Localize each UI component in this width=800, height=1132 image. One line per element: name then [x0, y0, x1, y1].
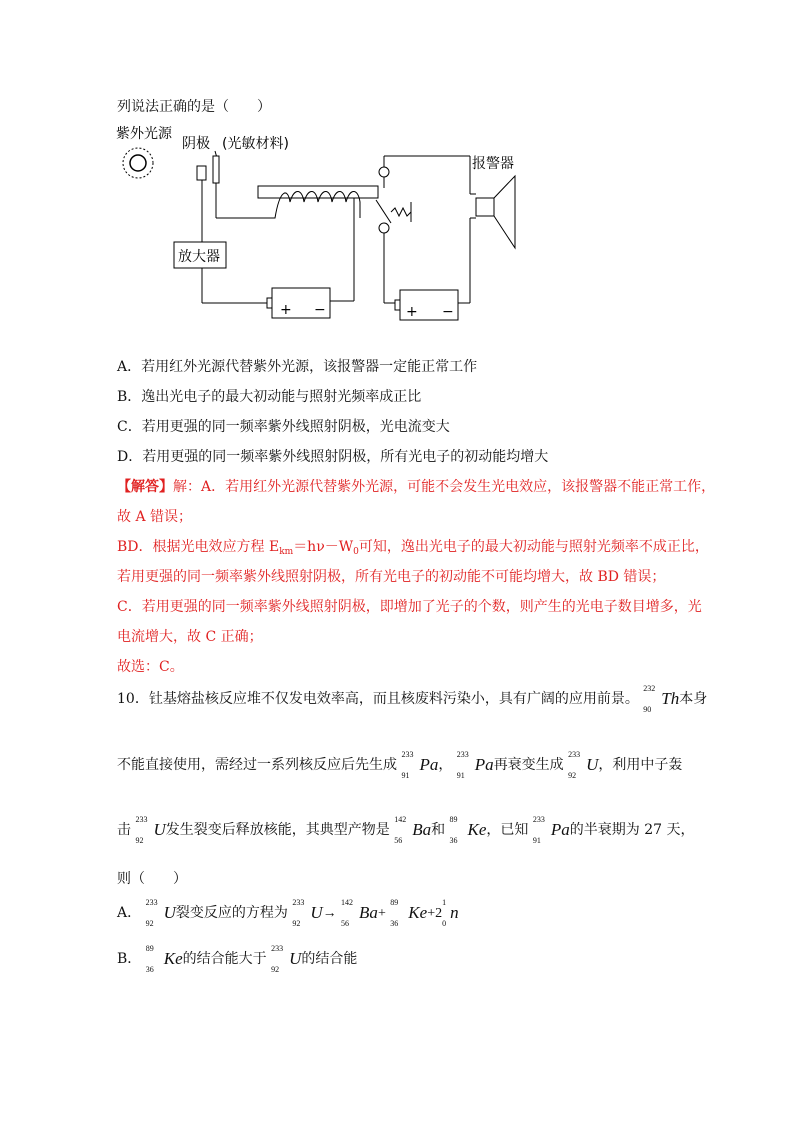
answer-line-4: 若用更强的同一频率紫外线照射阴极，所有光电子的初动能不可能均增大，故 BD 错误； — [117, 569, 666, 585]
svg-text:+: + — [406, 304, 418, 320]
speaker-body — [476, 198, 494, 216]
q9-option-d: D．若用更强的同一频率紫外线照射阴极，所有光电子的初动能均增大 — [117, 449, 549, 465]
anode-plate — [197, 166, 206, 180]
speaker-cone — [494, 176, 515, 248]
answer-line-6: 电流增大，故 C 正确； — [117, 629, 263, 645]
answer-line-3: BD．根据光电效应方程 $E_{km}=h\nu-W_0$可知，逸出光电子的最大初动能与照射光频率不成正比， — [117, 539, 709, 557]
uv-source-label: 紫外光源 — [116, 126, 172, 142]
svg-text:+: + — [280, 302, 292, 318]
relay-armature — [376, 200, 391, 223]
q10-line-3: 击 233 92 U发生裂变后释放核能，其典型产物是 142 56 Ba和 89 36 Ke，已知 233 91 Pa的半衰期为 27 天， — [117, 815, 695, 845]
cathode-label: 阴极 — [182, 136, 210, 152]
relay-contact-top — [379, 167, 389, 177]
alarm-label: 报警器 — [472, 156, 514, 172]
q9-option-b: B．逸出光电子的最大初动能与照射光频率成正比 — [117, 389, 422, 405]
q9-option-a: A．若用红外光源代替紫外光源，该报警器一定能正常工作 — [117, 359, 478, 375]
answer-line-2: 故 A 错误； — [117, 509, 193, 525]
photoelectric-alarm-diagram — [110, 118, 540, 333]
q9-stem-end: 列说法正确的是（ ） — [117, 99, 271, 115]
q10-option-b: B． 89 36 Ke的结合能大于 233 92 U的结合能 — [117, 944, 358, 974]
solenoid-core — [258, 186, 378, 198]
cathode-plate — [213, 156, 219, 183]
nuclide-th: 232 90 Th — [643, 684, 680, 714]
answer-line-7: 故选：C。 — [117, 659, 184, 675]
answer-line-5: C．若用更强的同一频率紫外线照射阴极，即增加了光子的个数，则产生的光电子数目增多，光 — [117, 599, 702, 615]
q10-line-4: 则（ ） — [117, 871, 187, 887]
svg-text:−: − — [442, 304, 454, 320]
uv-source-icon — [123, 148, 153, 178]
q10-line-1: 10．钍基熔盐核反应堆不仅发电效率高，而且核废料污染小，具有广阔的应用前景。 232 90 Th本身 — [117, 684, 708, 714]
q9-option-c: C．若用更强的同一频率紫外线照射阴极，光电流变大 — [117, 419, 450, 435]
q10-option-a: A． 233 92 U裂变反应的方程为 233 92 U→ 142 56 Ba+ 89 36 Ke+2 1 0 n — [117, 898, 459, 928]
relay-contact-bottom — [379, 223, 389, 233]
answer-line-1: 【解答】解：A．若用红外光源代替紫外光源，可能不会发生光电效应，该报警器不能正常工作， — [117, 479, 716, 495]
svg-text:−: − — [314, 302, 326, 318]
amplifier-label: 放大器 — [178, 249, 220, 265]
material-label: (光敏材料) — [222, 136, 289, 152]
q10-line-2: 不能直接使用，需经过一系列核反应后先生成 233 91 Pa， 233 91 Pa再衰变生成 233 92 U，利用中子轰 — [117, 750, 683, 780]
